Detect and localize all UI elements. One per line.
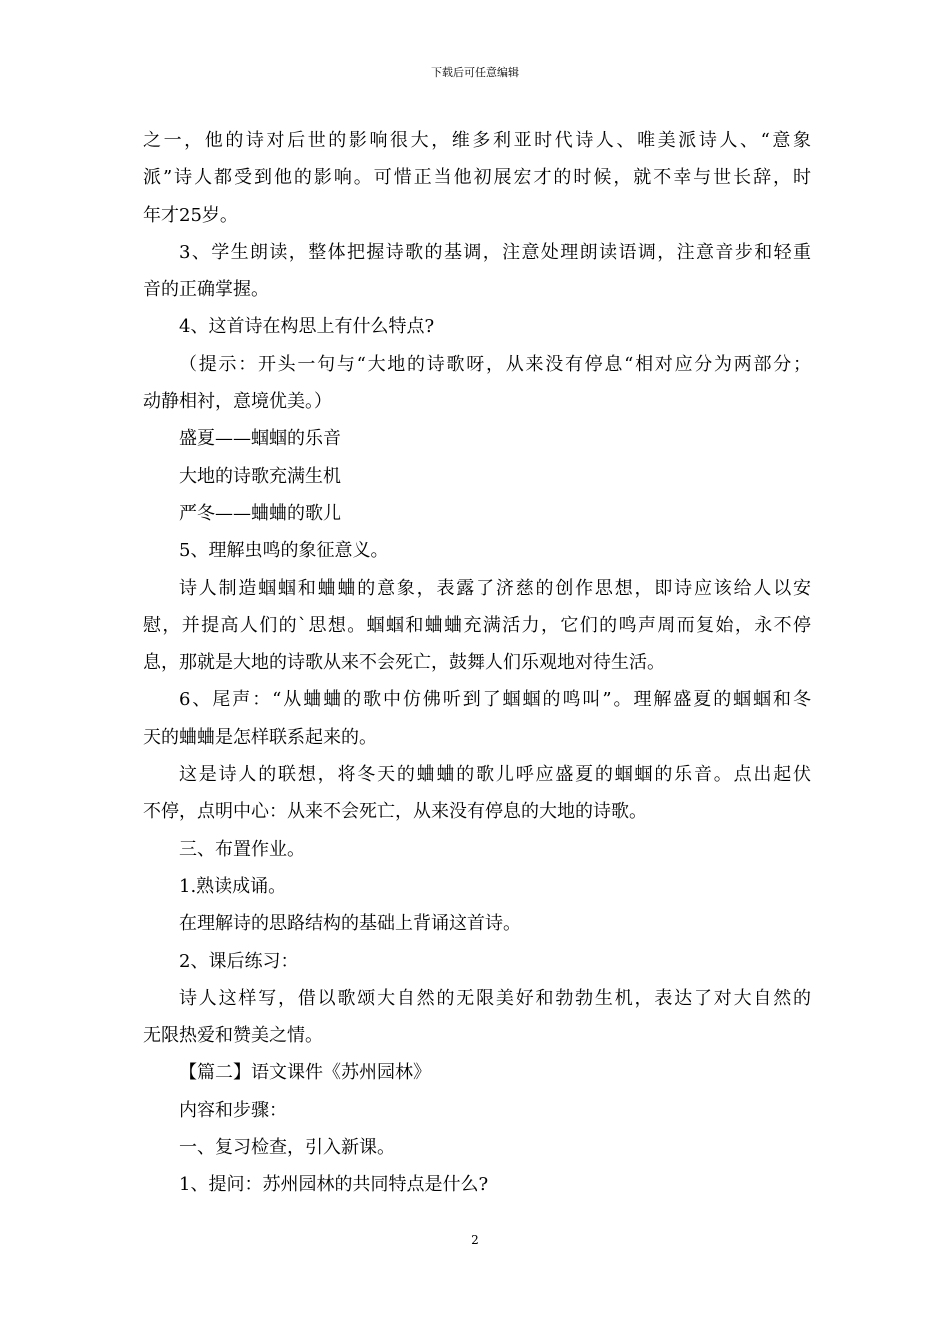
paragraph-line: 慰，并提高人们的`思想。蝈蝈和蛐蛐充满活力，它们的鸣声周而复始，永不停 <box>143 614 811 636</box>
paragraph-line: 动静相衬，意境优美。） <box>143 391 332 413</box>
paragraph-line: 不停，点明中心：从来不会死亡，从来没有停息的大地的诗歌。 <box>143 801 647 823</box>
document-body <box>143 122 811 1204</box>
paragraph-line: 6、尾声：“从蛐蛐的歌中仿佛听到了蝈蝈的鸣叫”。理解盛夏的蝈蝈和冬 <box>179 689 811 711</box>
paragraph-line: 派”诗人都受到他的影响。可惜正当他初展宏才的时候，就不幸与世长辞，时 <box>143 167 811 189</box>
paragraph-line: 之一，他的诗对后世的影响很大，维多利亚时代诗人、唯美派诗人、“意象 <box>143 130 811 151</box>
paragraph-line: 这是诗人的联想，将冬天的蛐蛐的歌儿呼应盛夏的蝈蝈的乐音。点出起伏 <box>179 764 811 786</box>
paragraph-line: 年才25岁。 <box>143 204 238 226</box>
paragraph-line: 1.熟读成诵。 <box>179 875 287 897</box>
paragraph-line: 诗人制造蝈蝈和蛐蛐的意象，表露了济慈的创作思想，即诗应该给人以安 <box>179 577 811 599</box>
paragraph-line: 大地的诗歌充满生机 <box>179 465 341 487</box>
paragraph-line: 一、复习检查，引入新课。 <box>179 1137 395 1159</box>
paragraph-line: 1、提问：苏州园林的共同特点是什么? <box>179 1174 489 1196</box>
paragraph-line: 【篇二】语文课件《苏州园林》 <box>179 1062 431 1084</box>
paragraph-line: 4、这首诗在构思上有什么特点? <box>179 316 435 338</box>
paragraph-line: 息，那就是大地的诗歌从来不会死亡，鼓舞人们乐观地对待生活。 <box>143 652 665 674</box>
paragraph-line: 2、课后练习： <box>179 950 299 972</box>
paragraph-line: 盛夏——蝈蝈的乐音 <box>179 428 341 450</box>
paragraph-line: 在理解诗的思路结构的基础上背诵这首诗。 <box>179 913 521 935</box>
paragraph-line: 内容和步骤： <box>179 1099 287 1121</box>
paragraph-line: 5、理解虫鸣的象征意义。 <box>179 540 389 562</box>
paragraph-line: 天的蛐蛐是怎样联系起来的。 <box>143 726 377 748</box>
paragraph-line: 3、学生朗读，整体把握诗歌的基调，注意处理朗读语调，注意音步和轻重 <box>179 241 811 263</box>
page-header: 下载后可任意编辑 <box>431 66 519 79</box>
paragraph-line: （提示：开头一句与“大地的诗歌呀，从来没有停息“相对应分为两部分； <box>179 353 811 375</box>
paragraph-line: 严冬——蛐蛐的歌儿 <box>179 502 341 524</box>
paragraph-line: 无限热爱和赞美之情。 <box>143 1025 323 1047</box>
page-number: 2 <box>471 1233 479 1247</box>
paragraph-line: 诗人这样写，借以歌颂大自然的无限美好和勃勃生机，表达了对大自然的 <box>179 987 811 1009</box>
paragraph-line: 音的正确掌握。 <box>143 279 269 301</box>
paragraph-line: 三、布置作业。 <box>179 838 305 860</box>
